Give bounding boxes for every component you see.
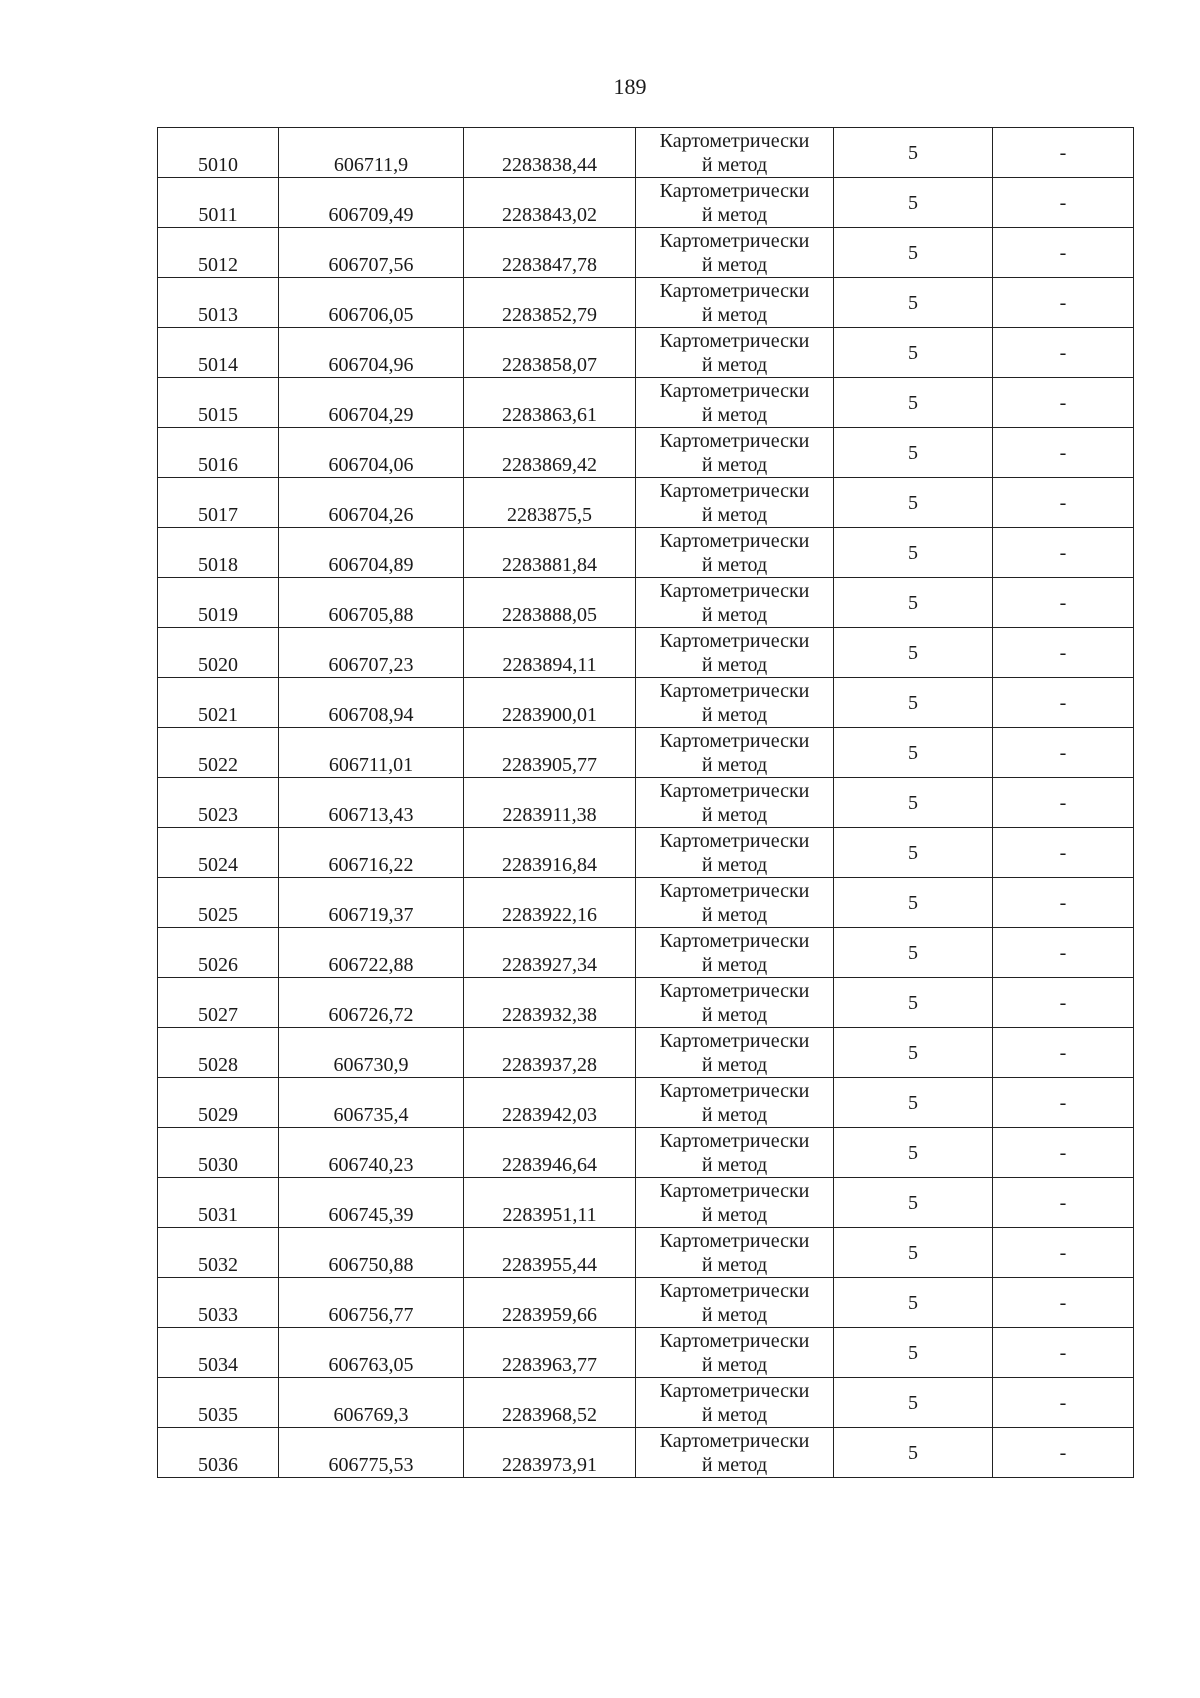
point-number-cell: 5015 — [158, 378, 279, 428]
method-text-line1: Картометрически — [659, 1329, 810, 1352]
y-coordinate-cell: 2283955,44 — [464, 1228, 636, 1278]
y-coordinate-cell: 2283858,07 — [464, 328, 636, 378]
table-row — [158, 1428, 1134, 1478]
table-row — [158, 178, 1134, 228]
table-row — [158, 1028, 1134, 1078]
method-cell — [636, 1278, 834, 1328]
method-text-line2: й метод — [701, 1053, 768, 1076]
x-coordinate-cell: 606750,88 — [279, 1228, 464, 1278]
point-number-cell: 5030 — [158, 1128, 279, 1178]
method-text-line1: Картометрически — [659, 929, 810, 952]
y-coordinate-cell: 2283916,84 — [464, 828, 636, 878]
method-cell — [636, 1378, 834, 1428]
method-text-line1: Картометрически — [659, 629, 810, 652]
note-cell: - — [993, 328, 1134, 378]
y-coordinate-cell: 2283894,11 — [464, 628, 636, 678]
point-number-cell: 5026 — [158, 928, 279, 978]
method-text-line2: й метод — [701, 1453, 768, 1476]
method-cell — [636, 528, 834, 578]
method-cell — [636, 228, 834, 278]
accuracy-cell: 5 — [834, 1228, 993, 1278]
x-coordinate-cell: 606769,3 — [279, 1378, 464, 1428]
method-text-line1: Картометрически — [659, 779, 810, 802]
x-coordinate-cell: 606707,23 — [279, 628, 464, 678]
method-text-line2: й метод — [701, 153, 768, 176]
x-coordinate-cell: 606775,53 — [279, 1428, 464, 1478]
method-text-line1: Картометрически — [659, 1379, 810, 1402]
table-row — [158, 478, 1134, 528]
note-cell: - — [993, 528, 1134, 578]
accuracy-cell: 5 — [834, 928, 993, 978]
point-number-cell: 5012 — [158, 228, 279, 278]
method-text-line2: й метод — [701, 703, 768, 726]
accuracy-cell: 5 — [834, 1378, 993, 1428]
method-text-line2: й метод — [701, 453, 768, 476]
point-number-cell: 5028 — [158, 1028, 279, 1078]
table-row — [158, 628, 1134, 678]
x-coordinate-cell: 606711,01 — [279, 728, 464, 778]
accuracy-cell: 5 — [834, 1278, 993, 1328]
method-cell — [636, 328, 834, 378]
y-coordinate-cell: 2283843,02 — [464, 178, 636, 228]
note-cell: - — [993, 1128, 1134, 1178]
method-cell — [636, 1228, 834, 1278]
accuracy-cell: 5 — [834, 228, 993, 278]
method-text-line1: Картометрически — [659, 429, 810, 452]
note-cell: - — [993, 178, 1134, 228]
table-row — [158, 978, 1134, 1028]
y-coordinate-cell: 2283922,16 — [464, 878, 636, 928]
method-text-line2: й метод — [701, 653, 768, 676]
y-coordinate-cell: 2283968,52 — [464, 1378, 636, 1428]
note-cell: - — [993, 1228, 1134, 1278]
y-coordinate-cell: 2283852,79 — [464, 278, 636, 328]
method-cell — [636, 728, 834, 778]
method-cell — [636, 828, 834, 878]
point-number-cell: 5017 — [158, 478, 279, 528]
accuracy-cell: 5 — [834, 978, 993, 1028]
y-coordinate-cell: 2283869,42 — [464, 428, 636, 478]
x-coordinate-cell: 606730,9 — [279, 1028, 464, 1078]
table-row — [158, 578, 1134, 628]
method-cell — [636, 578, 834, 628]
note-cell: - — [993, 1328, 1134, 1378]
table-row — [158, 378, 1134, 428]
method-text-line1: Картометрически — [659, 329, 810, 352]
y-coordinate-cell: 2283888,05 — [464, 578, 636, 628]
y-coordinate-cell: 2283959,66 — [464, 1278, 636, 1328]
note-cell: - — [993, 1028, 1134, 1078]
y-coordinate-cell: 2283927,34 — [464, 928, 636, 978]
y-coordinate-cell: 2283951,11 — [464, 1178, 636, 1228]
note-cell: - — [993, 778, 1134, 828]
y-coordinate-cell: 2283973,91 — [464, 1428, 636, 1478]
accuracy-cell: 5 — [834, 128, 993, 178]
accuracy-cell: 5 — [834, 1178, 993, 1228]
point-number-cell: 5034 — [158, 1328, 279, 1378]
x-coordinate-cell: 606704,26 — [279, 478, 464, 528]
point-number-cell: 5032 — [158, 1228, 279, 1278]
accuracy-cell: 5 — [834, 678, 993, 728]
point-number-cell: 5019 — [158, 578, 279, 628]
method-text-line2: й метод — [701, 953, 768, 976]
method-cell — [636, 478, 834, 528]
method-text-line1: Картометрически — [659, 279, 810, 302]
method-text-line1: Картометрически — [659, 679, 810, 702]
note-cell: - — [993, 228, 1134, 278]
accuracy-cell: 5 — [834, 178, 993, 228]
accuracy-cell: 5 — [834, 778, 993, 828]
method-text-line2: й метод — [701, 1103, 768, 1126]
y-coordinate-cell: 2283937,28 — [464, 1028, 636, 1078]
accuracy-cell: 5 — [834, 828, 993, 878]
x-coordinate-cell: 606704,29 — [279, 378, 464, 428]
note-cell: - — [993, 428, 1134, 478]
method-text-line1: Картометрически — [659, 1429, 810, 1452]
method-text-line2: й метод — [701, 503, 768, 526]
x-coordinate-cell: 606713,43 — [279, 778, 464, 828]
table-row — [158, 778, 1134, 828]
note-cell: - — [993, 1428, 1134, 1478]
y-coordinate-cell: 2283838,44 — [464, 128, 636, 178]
x-coordinate-cell: 606704,89 — [279, 528, 464, 578]
table-row — [158, 728, 1134, 778]
method-text-line2: й метод — [701, 753, 768, 776]
method-text-line2: й метод — [701, 553, 768, 576]
point-number-cell: 5021 — [158, 678, 279, 728]
point-number-cell: 5023 — [158, 778, 279, 828]
x-coordinate-cell: 606735,4 — [279, 1078, 464, 1128]
method-text-line2: й метод — [701, 203, 768, 226]
note-cell: - — [993, 578, 1134, 628]
method-text-line1: Картометрически — [659, 529, 810, 552]
accuracy-cell: 5 — [834, 1028, 993, 1078]
note-cell: - — [993, 978, 1134, 1028]
note-cell: - — [993, 1378, 1134, 1428]
x-coordinate-cell: 606726,72 — [279, 978, 464, 1028]
table-row — [158, 828, 1134, 878]
method-text-line1: Картометрически — [659, 179, 810, 202]
table-row — [158, 878, 1134, 928]
table-row — [158, 528, 1134, 578]
method-cell — [636, 1328, 834, 1378]
table-row — [158, 1078, 1134, 1128]
accuracy-cell: 5 — [834, 628, 993, 678]
table-row — [158, 1328, 1134, 1378]
x-coordinate-cell: 606705,88 — [279, 578, 464, 628]
accuracy-cell: 5 — [834, 328, 993, 378]
accuracy-cell: 5 — [834, 528, 993, 578]
method-text-line1: Картометрически — [659, 1229, 810, 1252]
method-text-line2: й метод — [701, 1153, 768, 1176]
page-number: 189 — [613, 74, 647, 99]
y-coordinate-cell: 2283942,03 — [464, 1078, 636, 1128]
point-number-cell: 5018 — [158, 528, 279, 578]
y-coordinate-cell: 2283905,77 — [464, 728, 636, 778]
x-coordinate-cell: 606719,37 — [279, 878, 464, 928]
table-row — [158, 1278, 1134, 1328]
method-cell — [636, 278, 834, 328]
method-cell — [636, 128, 834, 178]
accuracy-cell: 5 — [834, 1128, 993, 1178]
method-text-line2: й метод — [701, 1253, 768, 1276]
method-cell — [636, 778, 834, 828]
y-coordinate-cell: 2283863,61 — [464, 378, 636, 428]
point-number-cell: 5011 — [158, 178, 279, 228]
table-row — [158, 328, 1134, 378]
method-cell — [636, 1128, 834, 1178]
x-coordinate-cell: 606707,56 — [279, 228, 464, 278]
x-coordinate-cell: 606709,49 — [279, 178, 464, 228]
method-text-line1: Картометрически — [659, 1279, 810, 1302]
table-row — [158, 678, 1134, 728]
point-number-cell: 5025 — [158, 878, 279, 928]
note-cell: - — [993, 728, 1134, 778]
y-coordinate-cell: 2283847,78 — [464, 228, 636, 278]
table-row — [158, 1378, 1134, 1428]
method-text-line1: Картометрически — [659, 1179, 810, 1202]
accuracy-cell: 5 — [834, 478, 993, 528]
note-cell: - — [993, 628, 1134, 678]
table-row — [158, 128, 1134, 178]
point-number-cell: 5022 — [158, 728, 279, 778]
accuracy-cell: 5 — [834, 278, 993, 328]
accuracy-cell: 5 — [834, 878, 993, 928]
note-cell: - — [993, 678, 1134, 728]
method-text-line2: й метод — [701, 353, 768, 376]
method-text-line2: й метод — [701, 403, 768, 426]
coordinates-table-body — [158, 128, 1134, 1478]
method-cell — [636, 178, 834, 228]
note-cell: - — [993, 278, 1134, 328]
coordinates-table — [157, 127, 1134, 1478]
method-cell — [636, 1178, 834, 1228]
method-text-line2: й метод — [701, 1203, 768, 1226]
table-row — [158, 928, 1134, 978]
method-text-line1: Картометрически — [659, 379, 810, 402]
x-coordinate-cell: 606704,96 — [279, 328, 464, 378]
table-row — [158, 1228, 1134, 1278]
point-number-cell: 5031 — [158, 1178, 279, 1228]
point-number-cell: 5033 — [158, 1278, 279, 1328]
method-text-line1: Картометрически — [659, 829, 810, 852]
point-number-cell: 5035 — [158, 1378, 279, 1428]
method-text-line1: Картометрически — [659, 979, 810, 1002]
accuracy-cell: 5 — [834, 1078, 993, 1128]
method-cell — [636, 878, 834, 928]
note-cell: - — [993, 1178, 1134, 1228]
method-text-line2: й метод — [701, 1303, 768, 1326]
note-cell: - — [993, 1278, 1134, 1328]
point-number-cell: 5020 — [158, 628, 279, 678]
accuracy-cell: 5 — [834, 728, 993, 778]
accuracy-cell: 5 — [834, 1428, 993, 1478]
method-text-line2: й метод — [701, 1003, 768, 1026]
y-coordinate-cell: 2283911,38 — [464, 778, 636, 828]
x-coordinate-cell: 606722,88 — [279, 928, 464, 978]
method-text-line2: й метод — [701, 1353, 768, 1376]
x-coordinate-cell: 606716,22 — [279, 828, 464, 878]
x-coordinate-cell: 606708,94 — [279, 678, 464, 728]
x-coordinate-cell: 606756,77 — [279, 1278, 464, 1328]
table-row — [158, 1128, 1134, 1178]
method-cell — [636, 628, 834, 678]
method-text-line2: й метод — [701, 803, 768, 826]
method-text-line1: Картометрически — [659, 879, 810, 902]
point-number-cell: 5036 — [158, 1428, 279, 1478]
method-text-line1: Картометрически — [659, 1029, 810, 1052]
x-coordinate-cell: 606711,9 — [279, 128, 464, 178]
table-row — [158, 1178, 1134, 1228]
method-cell — [636, 678, 834, 728]
y-coordinate-cell: 2283932,38 — [464, 978, 636, 1028]
method-text-line1: Картометрически — [659, 579, 810, 602]
table-row — [158, 228, 1134, 278]
point-number-cell: 5016 — [158, 428, 279, 478]
point-number-cell: 5010 — [158, 128, 279, 178]
table-row — [158, 428, 1134, 478]
x-coordinate-cell: 606763,05 — [279, 1328, 464, 1378]
method-text-line1: Картометрически — [659, 729, 810, 752]
method-cell — [636, 1028, 834, 1078]
y-coordinate-cell: 2283875,5 — [464, 478, 636, 528]
accuracy-cell: 5 — [834, 1328, 993, 1378]
method-text-line2: й метод — [701, 303, 768, 326]
method-cell — [636, 378, 834, 428]
x-coordinate-cell: 606706,05 — [279, 278, 464, 328]
method-text-line1: Картометрически — [659, 1079, 810, 1102]
point-number-cell: 5013 — [158, 278, 279, 328]
y-coordinate-cell: 2283881,84 — [464, 528, 636, 578]
note-cell: - — [993, 1078, 1134, 1128]
method-text-line2: й метод — [701, 853, 768, 876]
method-text-line1: Картометрически — [659, 129, 810, 152]
method-text-line1: Картометрически — [659, 1129, 810, 1152]
point-number-cell: 5024 — [158, 828, 279, 878]
note-cell: - — [993, 128, 1134, 178]
y-coordinate-cell: 2283963,77 — [464, 1328, 636, 1378]
accuracy-cell: 5 — [834, 428, 993, 478]
y-coordinate-cell: 2283946,64 — [464, 1128, 636, 1178]
x-coordinate-cell: 606704,06 — [279, 428, 464, 478]
accuracy-cell: 5 — [834, 578, 993, 628]
method-cell — [636, 1078, 834, 1128]
note-cell: - — [993, 478, 1134, 528]
note-cell: - — [993, 378, 1134, 428]
accuracy-cell: 5 — [834, 378, 993, 428]
method-cell — [636, 428, 834, 478]
method-text-line2: й метод — [701, 603, 768, 626]
method-text-line1: Картометрически — [659, 479, 810, 502]
note-cell: - — [993, 928, 1134, 978]
method-cell — [636, 978, 834, 1028]
point-number-cell: 5027 — [158, 978, 279, 1028]
method-text-line2: й метод — [701, 1403, 768, 1426]
note-cell: - — [993, 878, 1134, 928]
x-coordinate-cell: 606740,23 — [279, 1128, 464, 1178]
method-text-line2: й метод — [701, 253, 768, 276]
y-coordinate-cell: 2283900,01 — [464, 678, 636, 728]
method-cell — [636, 928, 834, 978]
method-text-line1: Картометрически — [659, 229, 810, 252]
method-text-line2: й метод — [701, 903, 768, 926]
note-cell: - — [993, 828, 1134, 878]
table-row — [158, 278, 1134, 328]
point-number-cell: 5014 — [158, 328, 279, 378]
point-number-cell: 5029 — [158, 1078, 279, 1128]
x-coordinate-cell: 606745,39 — [279, 1178, 464, 1228]
method-cell — [636, 1428, 834, 1478]
